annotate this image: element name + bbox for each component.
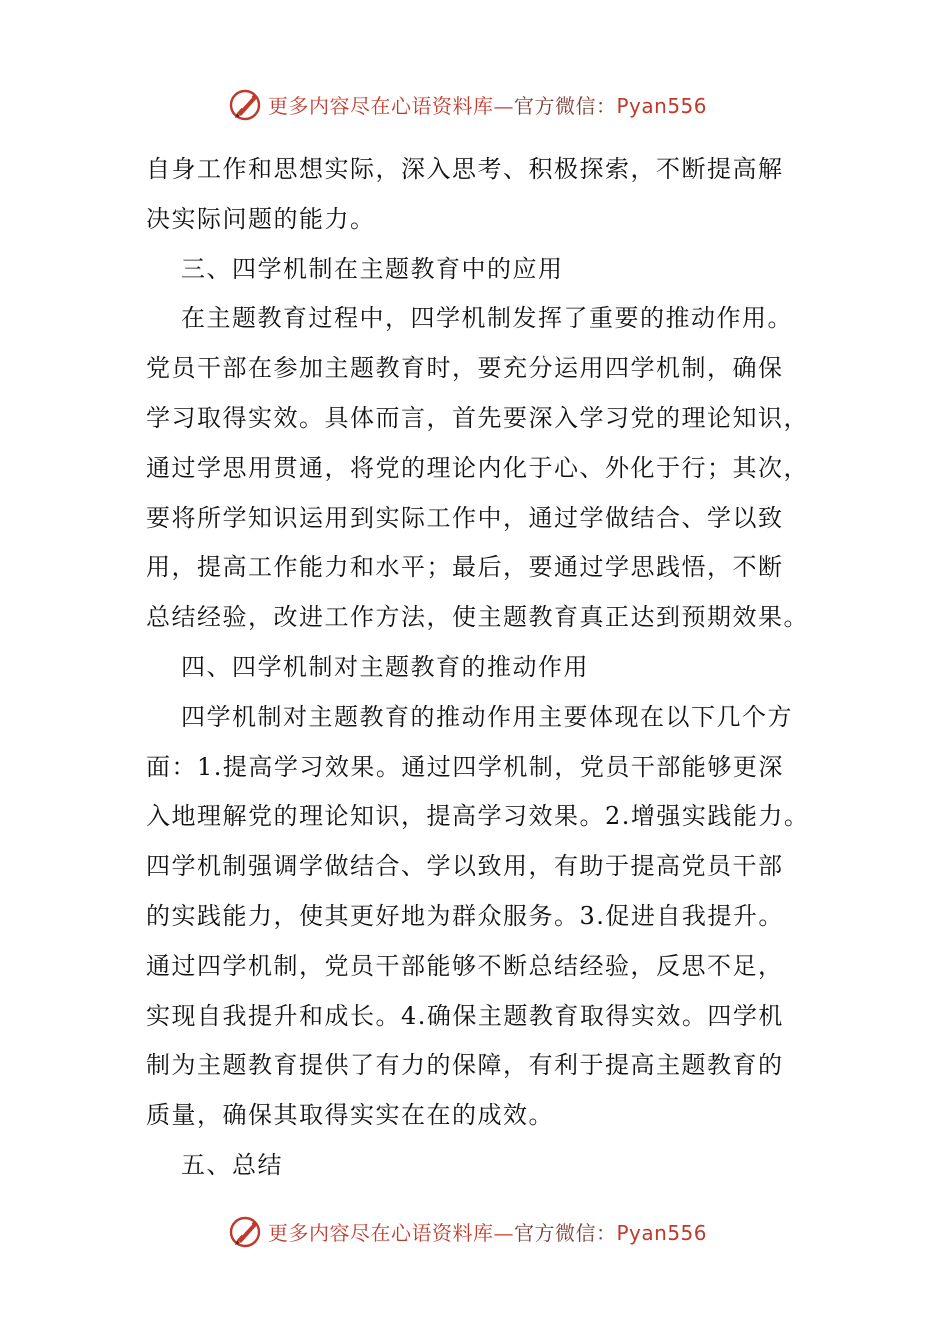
paragraph-line: 质量，确保其取得实实在在的成效。: [146, 1101, 554, 1130]
paragraph-line: 党员干部在参加主题教育时，要充分运用四学机制，确保: [146, 354, 784, 383]
pen-logo-icon: [228, 86, 264, 122]
section-heading-3: 三、四学机制在主题教育中的应用: [181, 254, 564, 283]
banner-wechat-id: Pyan556: [616, 93, 708, 118]
paragraph-line: 自身工作和思想实际，深入思考、积极探索，不断提高解: [146, 155, 784, 183]
paragraph-line: 制为主题教育提供了有力的保障，有利于提高主题教育的: [146, 1051, 784, 1080]
paragraph-line: 四学机制强调学做结合、学以致用，有助于提高党员干部: [146, 852, 784, 881]
paragraph-line: 四学机制对主题教育的推动作用主要体现在以下几个方: [181, 702, 793, 731]
document-body: [146, 145, 810, 1191]
banner-slogan: 更多内容尽在心语资料库—: [268, 1220, 514, 1245]
paragraph-line: 学习取得实效。具体而言，首先要深入学习党的理论知识，: [146, 403, 809, 432]
pen-logo-icon: [228, 1213, 264, 1249]
paragraph-line: 决实际问题的能力。: [146, 204, 376, 233]
paragraph-line: 要将所学知识运用到实际工作中，通过学做结合、学以致: [146, 503, 784, 532]
banner-slogan: 更多内容尽在心语资料库—: [268, 93, 514, 118]
paragraph-line: 总结经验，改进工作方法，使主题教育真正达到预期效果。: [146, 603, 809, 632]
paragraph-line: 通过四学机制，党员干部能够不断总结经验，反思不足，: [146, 951, 784, 980]
section-heading-4: 四、四学机制对主题教育的推动作用: [181, 652, 589, 681]
paragraph-line: 面：1.提高学习效果。通过四学机制，党员干部能够更深: [146, 752, 784, 781]
paragraph-line: 实现自我提升和成长。4.确保主题教育取得实效。四学机: [146, 1001, 784, 1030]
paragraph-line: 用，提高工作能力和水平；最后，要通过学思践悟，不断: [146, 553, 784, 582]
banner-text: [268, 1217, 707, 1246]
paragraph-line: 通过学思用贯通，将党的理论内化于心、外化于行；其次，: [146, 453, 809, 482]
section-heading-5: 五、总结: [181, 1150, 283, 1179]
banner-wechat-id: Pyan556: [616, 1220, 708, 1245]
paragraph-line: 入地理解党的理论知识，提高学习效果。2.增强实践能力。: [146, 802, 810, 831]
footer-watermark-banner: [228, 1211, 728, 1251]
banner-wechat-label: 官方微信：: [514, 93, 617, 118]
paragraph-line: 在主题教育过程中，四学机制发挥了重要的推动作用。: [181, 304, 793, 333]
header-watermark-banner: [228, 84, 728, 124]
banner-wechat-label: 官方微信：: [514, 1220, 617, 1245]
banner-text: [268, 90, 707, 119]
paragraph-line: 的实践能力，使其更好地为群众服务。3.促进自我提升。: [146, 901, 784, 930]
